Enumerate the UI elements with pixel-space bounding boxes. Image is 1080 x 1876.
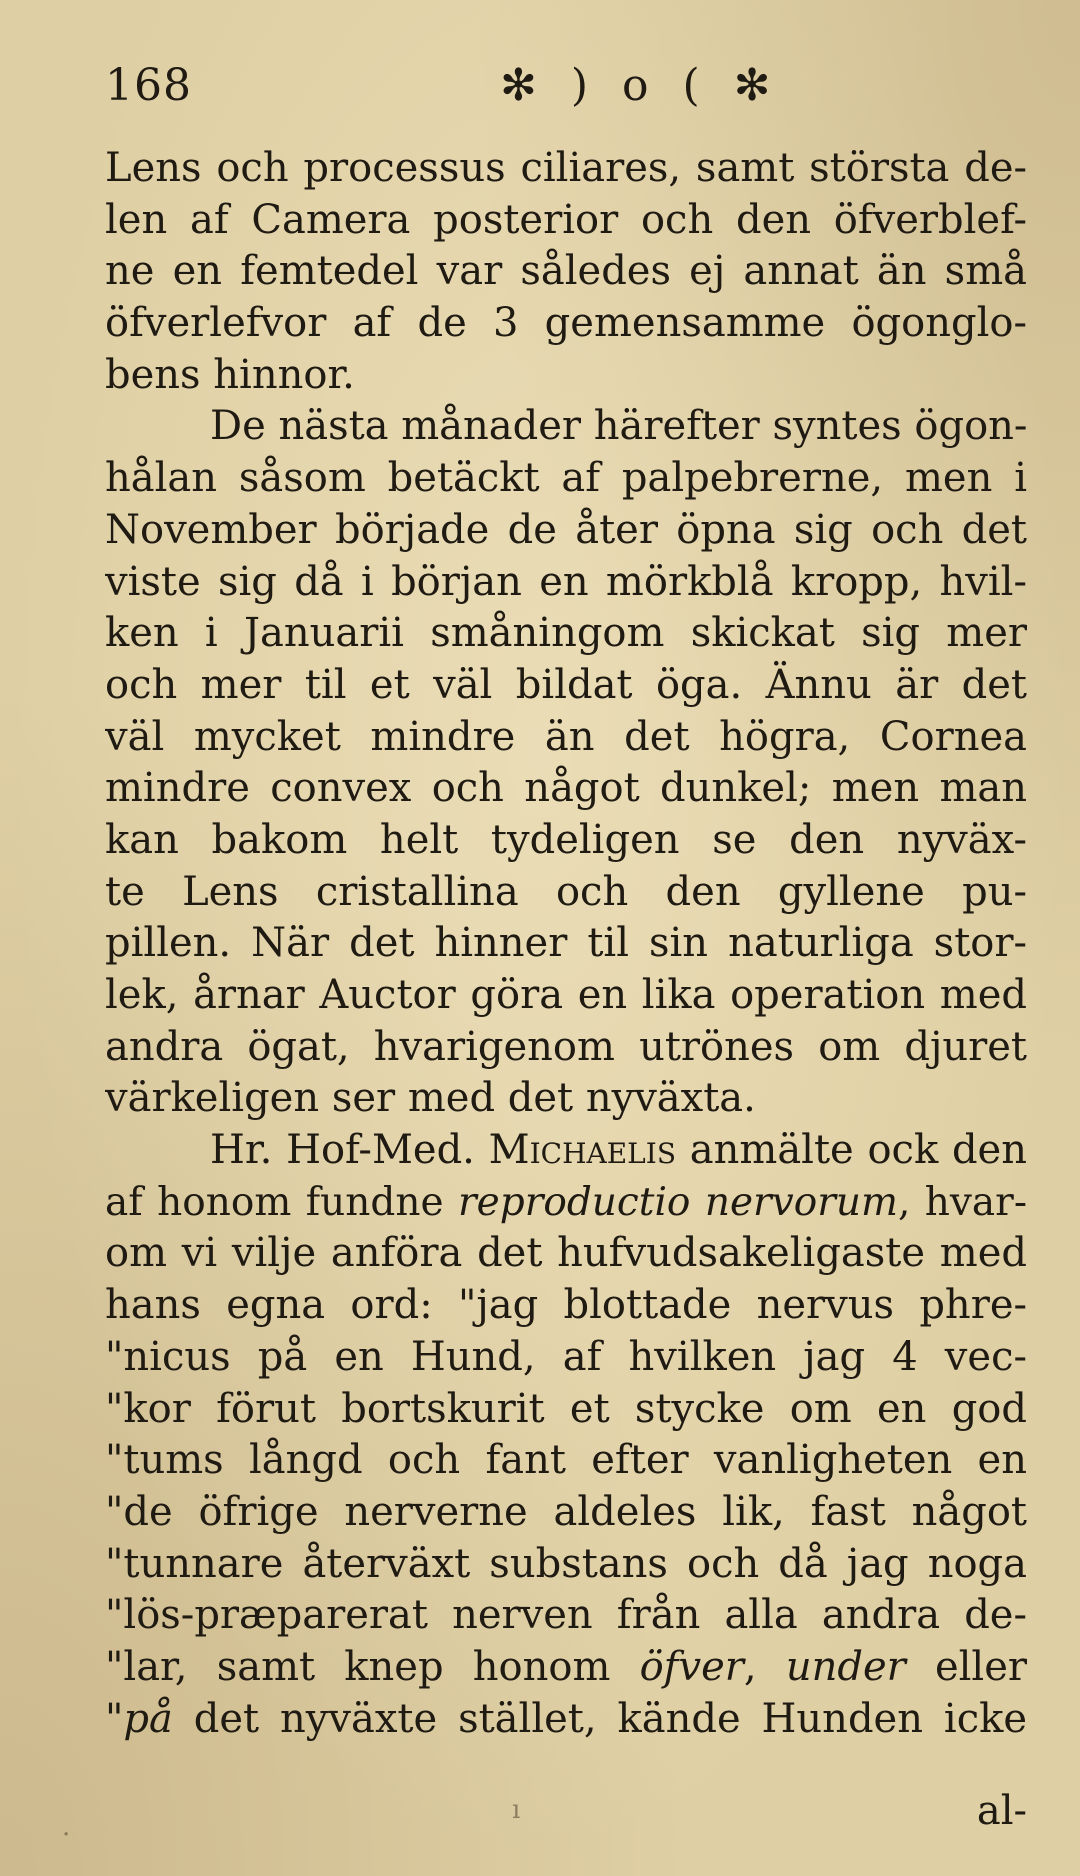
body-text	[105, 143, 1027, 1745]
text-run: De nästa månader härefter syntes ögon-	[210, 403, 1027, 450]
text-line	[105, 1073, 1027, 1125]
text-line	[105, 1384, 1027, 1436]
text-run: värkeligen ser med det nyväxta.	[105, 1075, 756, 1122]
text-line	[105, 1642, 1027, 1694]
italic-term: på	[123, 1695, 173, 1742]
text-line	[105, 918, 1027, 970]
text-line	[105, 298, 1027, 350]
text-run: Hr. Hof-Med.	[210, 1127, 489, 1174]
text-run: "de öfrige nerverne aldeles lik, fast något	[105, 1488, 1027, 1535]
text-run: "	[105, 1695, 124, 1742]
text-line	[105, 246, 1027, 298]
text-line	[105, 401, 1027, 453]
text-run: öfverlefvor af de 3 gemensamme ögonglo-	[105, 300, 1027, 347]
text-line	[105, 143, 1027, 195]
text-run: hålan såsom betäckt af palpebrerne, men i	[105, 455, 1027, 502]
text-line	[105, 1177, 1027, 1229]
italic-term: öfver	[639, 1643, 744, 1690]
text-run: det nyväxte stället, kände Hunden icke	[172, 1695, 1027, 1742]
text-run: Lens och processus ciliares, samt största de-	[105, 145, 1027, 191]
text-run: kan bakom helt tydeligen se den nyväx-	[105, 816, 1027, 863]
text-run: hans egna ord: "jag blottade nervus phre-	[105, 1282, 1027, 1329]
text-line	[105, 1280, 1027, 1332]
text-run: ne en femtedel var således ej annat än små	[105, 248, 1027, 295]
text-line	[105, 1125, 1027, 1177]
page-number: 168	[105, 60, 192, 111]
text-run: lek, årnar Auctor göra en lika operation med	[105, 972, 1027, 1018]
text-line	[105, 815, 1027, 867]
header-ornament: ✻ ) o ( ✻	[500, 60, 781, 111]
text-line	[105, 1487, 1027, 1539]
text-run: andra ögat, hvarigenom utrönes om djuret	[105, 1023, 1027, 1070]
text-run: "lös-præparerat nerven från alla andra de-	[105, 1592, 1027, 1639]
text-run: ,	[743, 1643, 786, 1690]
text-line	[105, 1022, 1027, 1074]
text-run: eller	[905, 1643, 1027, 1690]
text-line	[105, 763, 1027, 815]
text-run: "lar, samt knep honom	[105, 1643, 640, 1690]
text-run: len af Camera posterior och den öfverblef-	[105, 196, 1027, 243]
text-line	[105, 195, 1027, 247]
text-line	[105, 867, 1027, 919]
text-run: och mer til et väl bildat öga. Ännu är det	[105, 661, 1027, 708]
text-line	[105, 608, 1027, 660]
text-line	[105, 1332, 1027, 1384]
text-run: af honom fundne	[105, 1179, 459, 1225]
text-line	[105, 1539, 1027, 1591]
text-run: , hvar-	[897, 1179, 1027, 1225]
text-run: om vi vilje anföra det hufvudsakeligaste med	[105, 1230, 1027, 1277]
text-line	[105, 453, 1027, 505]
text-line	[105, 712, 1027, 764]
text-run: "tums långd och fant efter vanligheten en	[105, 1437, 1027, 1484]
text-run: anmälte ock den	[676, 1127, 1027, 1174]
text-run: "nicus på en Hund, af hvilken jag 4 vec-	[105, 1333, 1027, 1380]
text-line	[105, 1694, 1027, 1746]
text-line	[105, 1228, 1027, 1280]
ink-speck: ·	[62, 1820, 71, 1850]
text-line	[105, 970, 1027, 1022]
text-line	[105, 1590, 1027, 1642]
text-line	[105, 1435, 1027, 1487]
text-run: "tunnare återväxt substans och då jag noga	[105, 1540, 1027, 1587]
text-line	[105, 557, 1027, 609]
ink-speck: ı	[512, 1795, 521, 1825]
text-run: November började de åter öpna sig och det	[105, 506, 1027, 553]
text-run: bens hinnor.	[105, 351, 355, 398]
page-header	[105, 60, 985, 120]
text-run: väl mycket mindre än det högra, Cornea	[105, 713, 1027, 760]
text-run: ken i Januarii småningom skickat sig mer	[105, 610, 1027, 657]
text-run: pillen. När det hinner til sin naturliga stor-	[105, 920, 1027, 967]
text-line	[105, 350, 1027, 402]
text-run: te Lens cristallina och den gyllene pu-	[105, 868, 1027, 915]
italic-term: reproductio nervorum	[458, 1179, 898, 1225]
text-run: mindre convex och något dunkel; men man	[105, 765, 1027, 812]
text-line	[105, 505, 1027, 557]
text-run: viste sig då i början en mörkblå kropp, hvil-	[105, 558, 1027, 605]
text-line	[105, 660, 1027, 712]
catchword: al-	[976, 1788, 1027, 1834]
italic-term: under	[785, 1643, 906, 1690]
author-name: Michaelis	[488, 1127, 677, 1174]
text-run: "kor förut bortskurit et stycke om en god	[105, 1385, 1027, 1432]
